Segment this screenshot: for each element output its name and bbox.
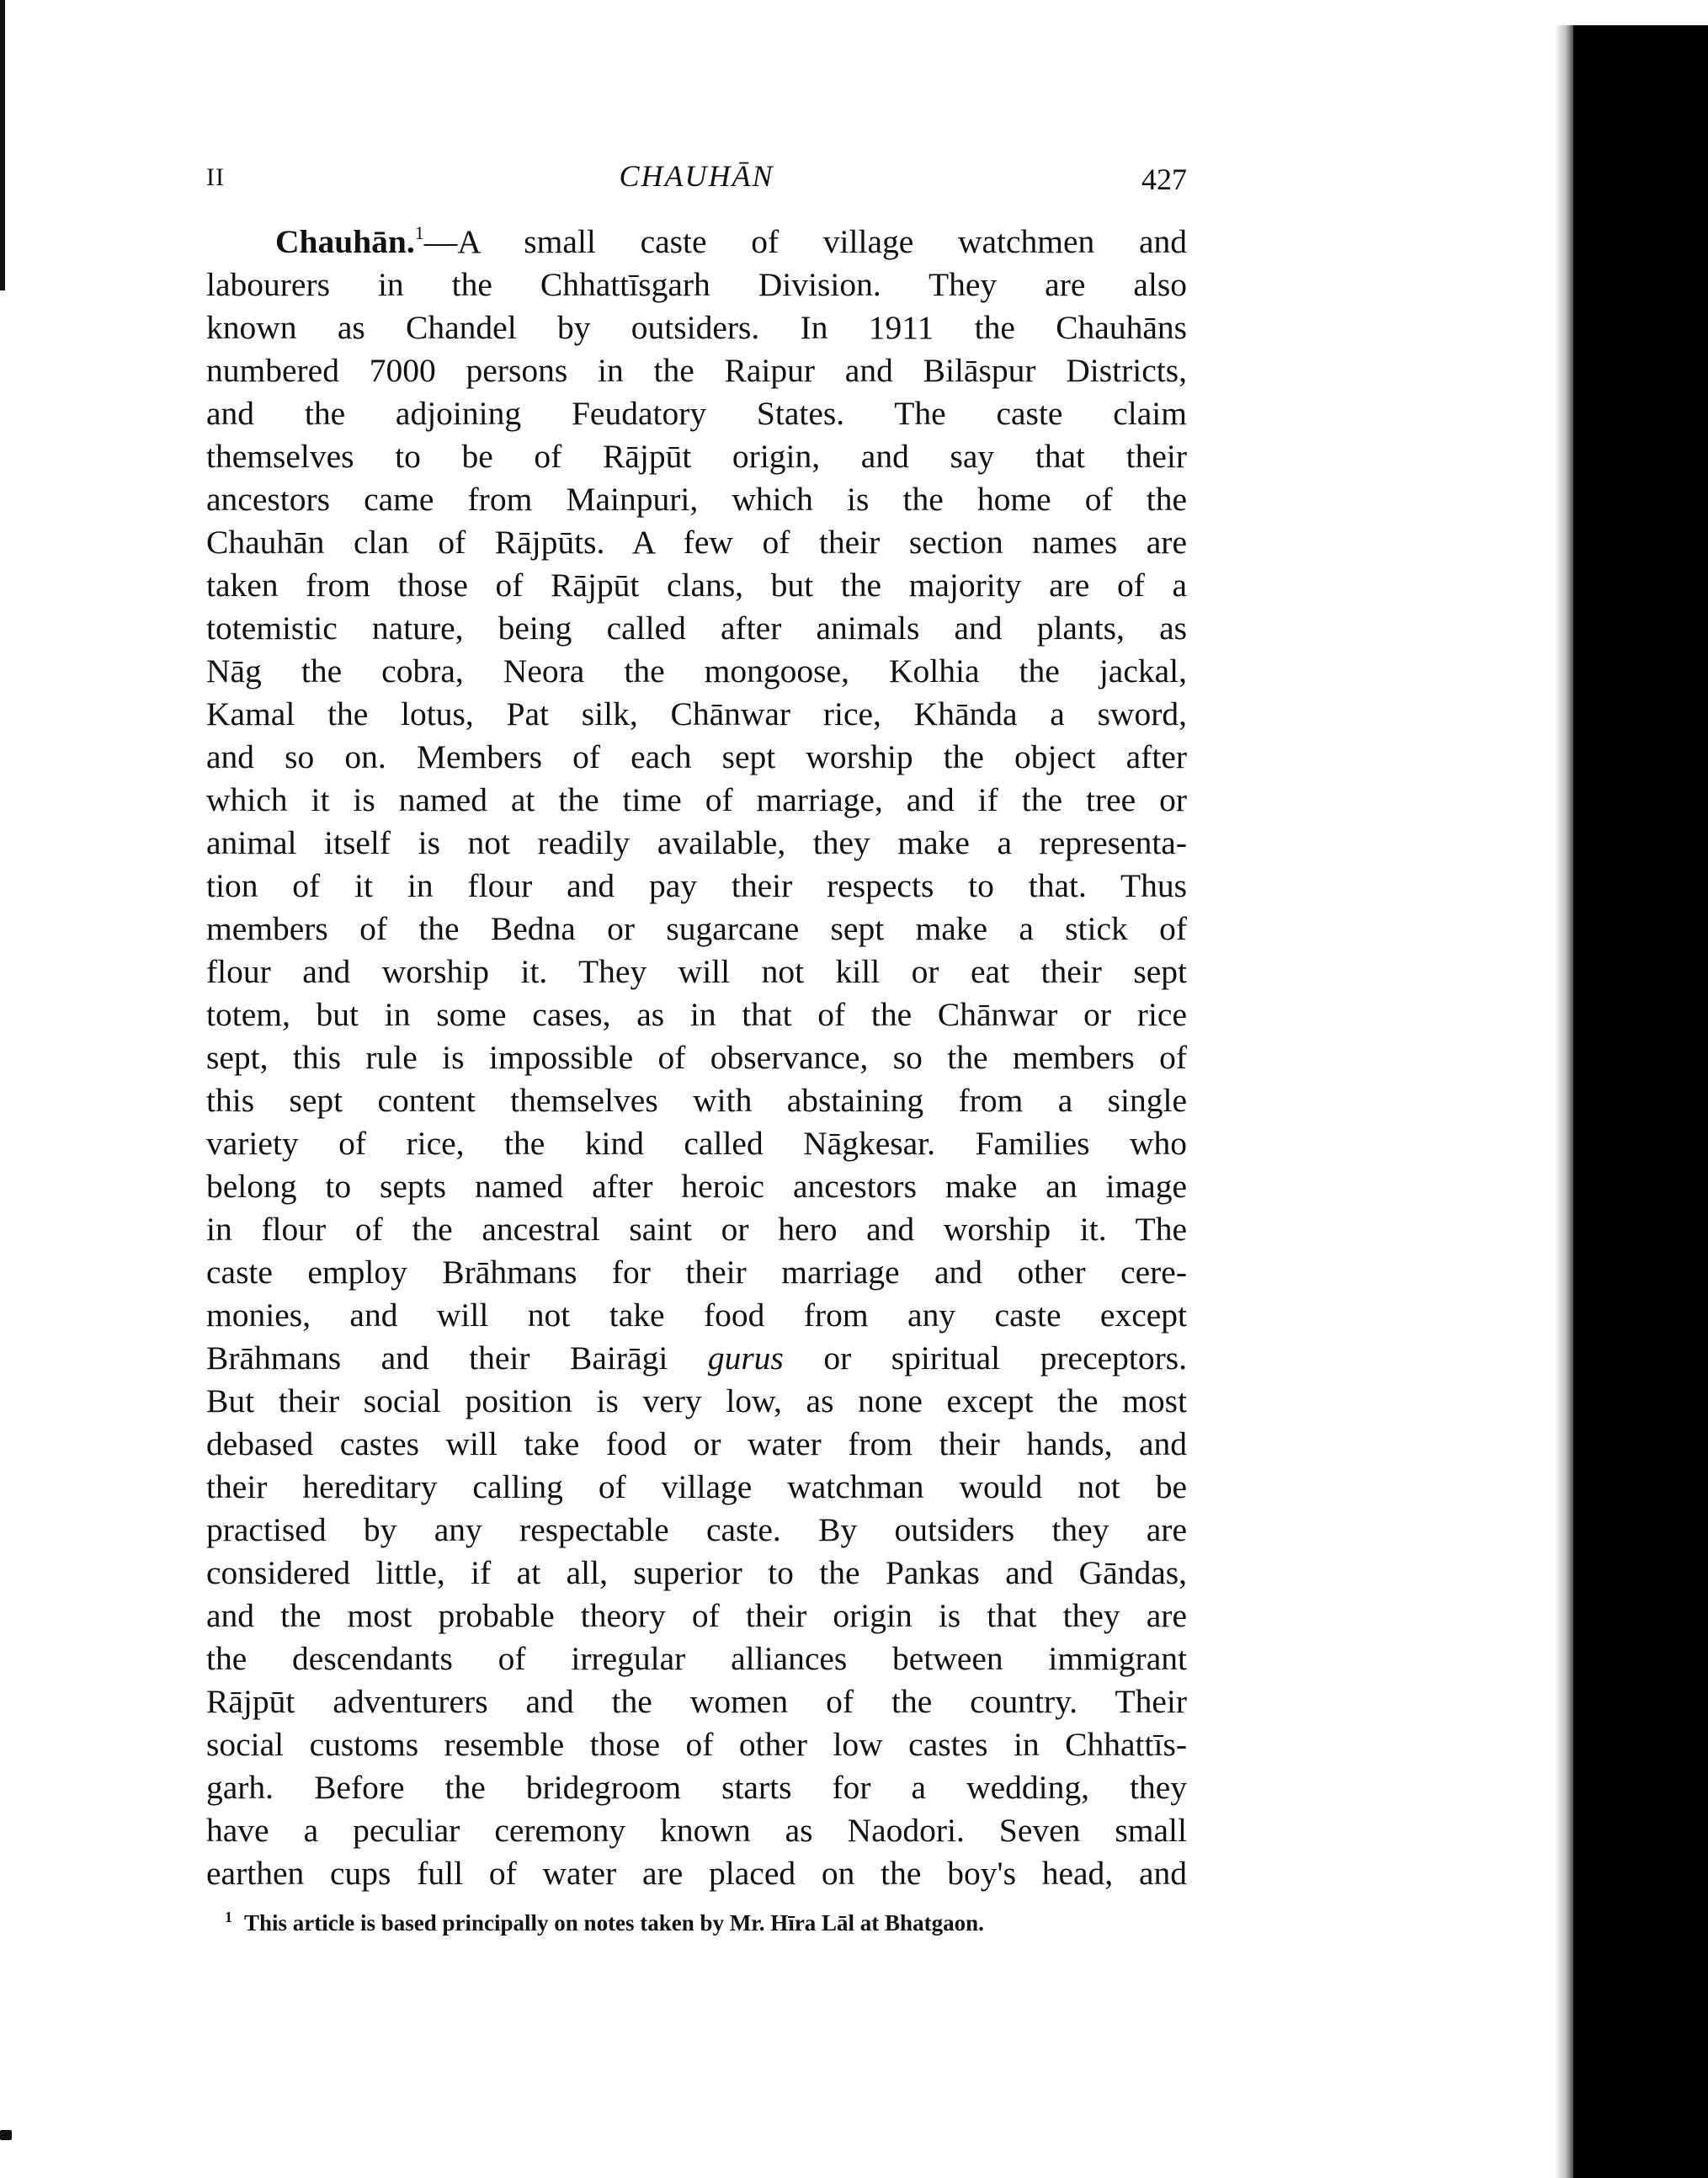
article-line: have a peculiar ceremony known as Naodori. Seven small	[206, 1812, 1187, 1849]
article-line: totemistic nature, being called after animals and plants, as	[206, 610, 1187, 647]
article-line: Kamal the lotus, Pat silk, Chānwar rice, Khānda a sword,	[206, 695, 1187, 732]
article-line: taken from those of Rājpūt clans, but the majority are of a	[206, 567, 1187, 604]
article-line: and so on. Members of each sept worship the object after	[206, 738, 1187, 775]
article-line: Chauhān clan of Rājpūts. A few of their section names are	[206, 524, 1187, 561]
footnote-marker: 1	[225, 1909, 232, 1925]
article-line: numbered 7000 persons in the Raipur and Bilāspur Districts,	[206, 352, 1187, 389]
article-line: in flour of the ancestral saint or hero and worship it. The	[206, 1211, 1187, 1248]
article-line: members of the Bedna or sugarcane sept make a stick of	[206, 910, 1187, 947]
running-head	[206, 158, 1187, 200]
article-line: flour and worship it. They will not kill or eat their sept	[206, 953, 1187, 990]
scan-right-border	[1573, 25, 1708, 2178]
article-line: caste employ Brāhmans for their marriage and other cere-	[206, 1254, 1187, 1291]
article-line: themselves to be of Rājpūt origin, and say that their	[206, 438, 1187, 475]
footnote	[225, 1906, 1184, 1940]
article-line: social customs resemble those of other low castes in Chhattīs-	[206, 1726, 1187, 1763]
article-line: Nāg the cobra, Neora the mongoose, Kolhia the jackal,	[206, 652, 1187, 690]
article-line: practised by any respectable caste. By outsiders they are	[206, 1511, 1187, 1548]
page-number: 427	[1141, 162, 1187, 196]
article-lead-term: Chauhān.	[275, 223, 415, 260]
article-line: But their social position is very low, as none except the most	[206, 1382, 1187, 1419]
article-line: which it is named at the time of marriage, and if the tree or	[206, 781, 1187, 818]
article-line: belong to septs named after heroic ancestors make an image	[206, 1168, 1187, 1205]
article-line: debased castes will take food or water from their hands, and	[206, 1425, 1187, 1462]
article-line: their hereditary calling of village watchman would not be	[206, 1468, 1187, 1505]
article-line: animal itself is not readily available, they make a representa-	[206, 824, 1187, 861]
article-line: tion of it in flour and pay their respects to that. Thus	[206, 867, 1187, 904]
article-line: and the most probable theory of their origin is that they are	[206, 1597, 1187, 1634]
article-line: monies, and will not take food from any caste except	[206, 1297, 1187, 1334]
article-line: garh. Before the bridegroom starts for a wedding, they	[206, 1769, 1187, 1806]
section-number: II	[206, 163, 225, 191]
article-line-text: or spiritual preceptors.	[823, 1339, 1188, 1377]
footnote-reference: 1	[414, 222, 424, 243]
article-line: the descendants of irregular alliances between immigrant	[206, 1640, 1187, 1677]
article-line: sept, this rule is impossible of observance, so the members of	[206, 1039, 1187, 1076]
article-line: variety of rice, the kind called Nāgkesar. Families who	[206, 1125, 1187, 1162]
scan-right-shadow	[1555, 25, 1573, 2178]
article-lines-block	[206, 264, 1187, 1337]
article-first-line-text: —A small caste of village watchmen and	[423, 223, 1187, 260]
article-line: this sept content themselves with abstaining from a single	[206, 1082, 1187, 1119]
footnote-text: This article is based principally on notes taken by Mr. Hīra Lāl at Bhatgaon.	[244, 1910, 984, 1936]
article-line: labourers in the Chhattīsgarh Division. They are also	[206, 266, 1187, 303]
article-line: ancestors came from Mainpuri, which is the home of the	[206, 481, 1187, 518]
article-line: earthen cups full of water are placed on the boy's head, and	[206, 1855, 1187, 1892]
article-body	[206, 221, 1187, 1895]
article-lines-block	[206, 1380, 1187, 1895]
scan-left-edge	[0, 0, 5, 290]
scan-speck	[0, 2130, 12, 2140]
article-first-line	[206, 221, 1187, 264]
article-line	[206, 1337, 1187, 1380]
article-line: Rājpūt adventurers and the women of the country. Their	[206, 1683, 1187, 1720]
page-title: CHAUHĀN	[619, 159, 774, 193]
article-line: known as Chandel by outsiders. In 1911 the Chauhāns	[206, 309, 1187, 346]
article-line: considered little, if at all, superior to the Pankas and Gāndas,	[206, 1554, 1187, 1591]
article-line: and the adjoining Feudatory States. The caste claim	[206, 395, 1187, 432]
article-line-text: Brāhmans and their Bairāgi	[206, 1339, 668, 1377]
article-line: totem, but in some cases, as in that of the Chānwar or rice	[206, 996, 1187, 1033]
article-italic-term: gurus	[707, 1339, 784, 1377]
